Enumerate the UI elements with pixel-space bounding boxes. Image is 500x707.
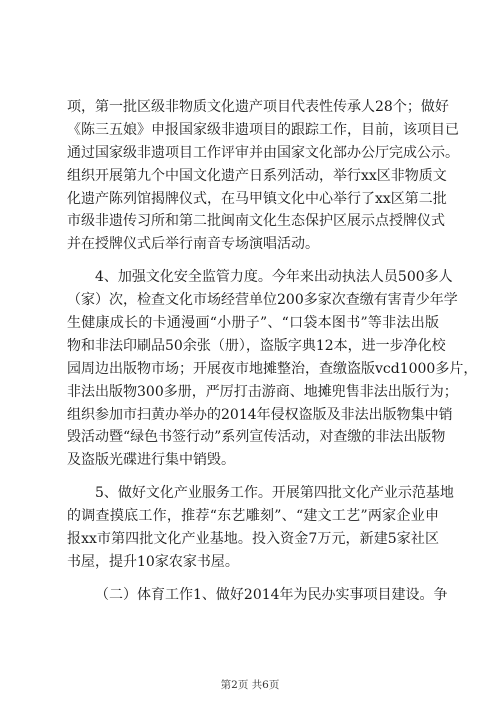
- text-line: 4、加强文化安全监管力度。今年来出动执法人员500多人: [95, 269, 453, 286]
- text-line: 《陈三五娘》申报国家级非遗项目的跟踪工作，目前，该项目已: [67, 121, 459, 138]
- text-line: 组织开展第九个中国文化遗产日系列活动，举行xx区非物质文: [67, 167, 447, 184]
- paragraph: [67, 482, 454, 574]
- text-line: （家）次，检查文化市场经营单位200多家次查缴有害青少年学: [67, 292, 458, 309]
- text-line: 物和非法印刷品50余张（册），盗版字典12本，进一步净化校: [67, 337, 446, 354]
- paragraph: [67, 266, 478, 472]
- text-line: 的调查摸底工作，推荐“东艺雕刻”、“建文工艺”两家企业申: [67, 508, 439, 525]
- paragraph: [67, 584, 448, 607]
- text-line: 5、做好文化产业服务工作。开展第四批文化产业示范基地: [95, 485, 454, 502]
- text-line: 并在授牌仪式后举行南音专场演唱活动。: [67, 236, 319, 253]
- text-line: 化遗产陈列馆揭牌仪式，在马甲镇文化中心举行了xx区第二批: [67, 190, 447, 207]
- text-line: 非法出版物300多册，严厉打击游商、地摊兜售非法出版行为；: [67, 383, 458, 400]
- text-line: （二）体育工作1、做好2014年为民办实事项目建设。争: [95, 586, 448, 603]
- paragraph-gap: [67, 256, 439, 266]
- page-number-footer: 第2页 共6页: [220, 679, 280, 691]
- text-line: 组织参加市扫黄办举办的2014年侵权盗版及非法出版物集中销: [67, 406, 453, 423]
- text-line: 报xx市第四批文化产业基地。投入资金7万元，新建5家社区: [67, 531, 439, 548]
- paragraph-gap: [67, 472, 439, 482]
- text-line: 书屋，提升10家农家书屋。: [67, 553, 239, 570]
- text-line: 毁活动暨“绿色书签行动”系列宣传活动，对查缴的非法出版物: [67, 429, 446, 446]
- text-line: 生健康成长的卡通漫画“小册子”、“口袋本图书”等非法出版: [67, 315, 439, 332]
- text-line: 及盗版光碟进行集中销毁。: [67, 452, 235, 469]
- paragraph: [67, 96, 459, 256]
- text-line: 园周边出版物市场；开展夜市地摊整治，查缴盗版vcd1000多片，: [67, 360, 478, 377]
- text-line: 项，第一批区级非物质文化遗产项目代表性传承人28个；做好: [67, 99, 449, 115]
- paragraph-gap: [67, 574, 439, 584]
- text-line: 市级非遗传习所和第二批闽南文化生态保护区展示点授牌仪式: [67, 213, 445, 230]
- text-line: 通过国家级非遗项目工作评审并由国家文化部办公厅完成公示。: [67, 144, 459, 161]
- document-body: [67, 96, 478, 607]
